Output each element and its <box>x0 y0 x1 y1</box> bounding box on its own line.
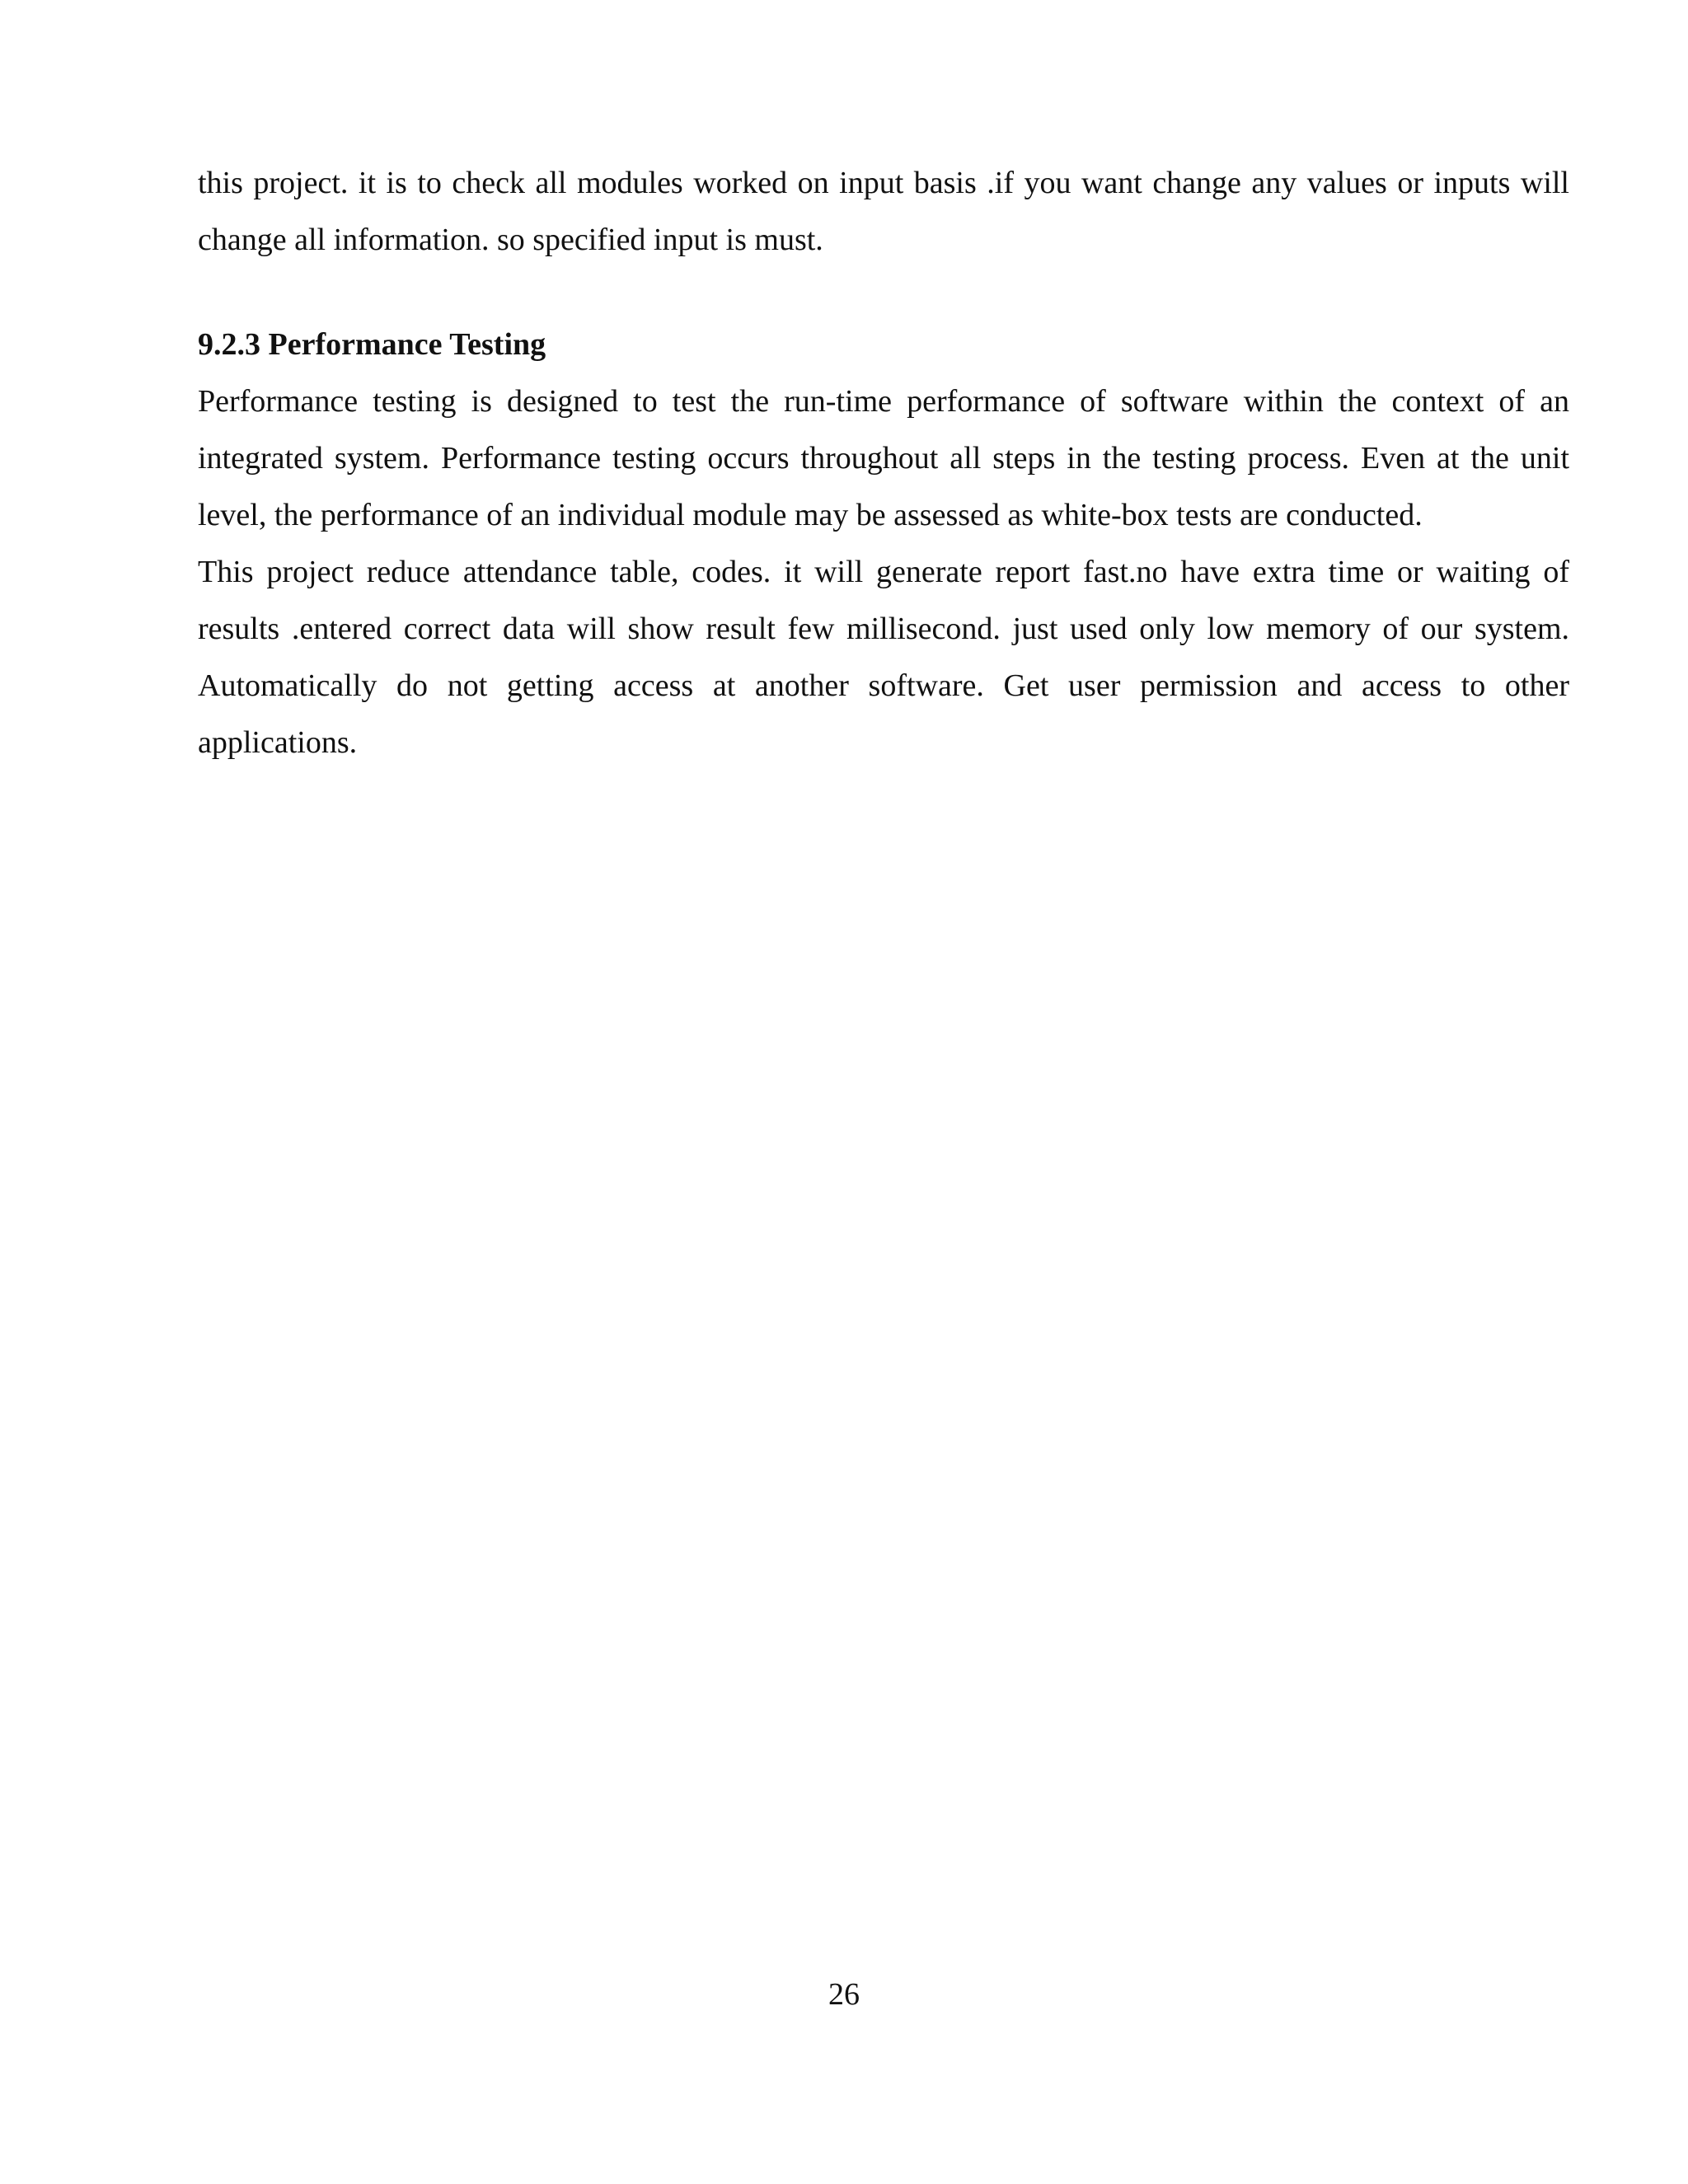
page-content <box>198 155 1569 771</box>
section-paragraph-2: This project reduce attendance table, codes. it will generate report fast.no have extra time or waiting of results .entered correct data will show result few millisecond. just used only low memory of our system. Automatically do not getting access at another software. Get user permission and access to other applications. <box>198 555 1569 760</box>
section-paragraph-1: Performance testing is designed to test the run-time performance of software within the context of an integrated system. Performance testing occurs throughout all steps in the testing process. Even at the unit level, the performance of an individual module may be assessed as white-box tests are conducted. <box>198 384 1569 532</box>
intro-paragraph: this project. it is to check all modules worked on input basis .if you want change any values or inputs will change all information. so specified input is must. <box>198 166 1569 257</box>
page-number: 26 <box>828 1977 860 2012</box>
section-heading: 9.2.3 Performance Testing <box>198 327 546 362</box>
